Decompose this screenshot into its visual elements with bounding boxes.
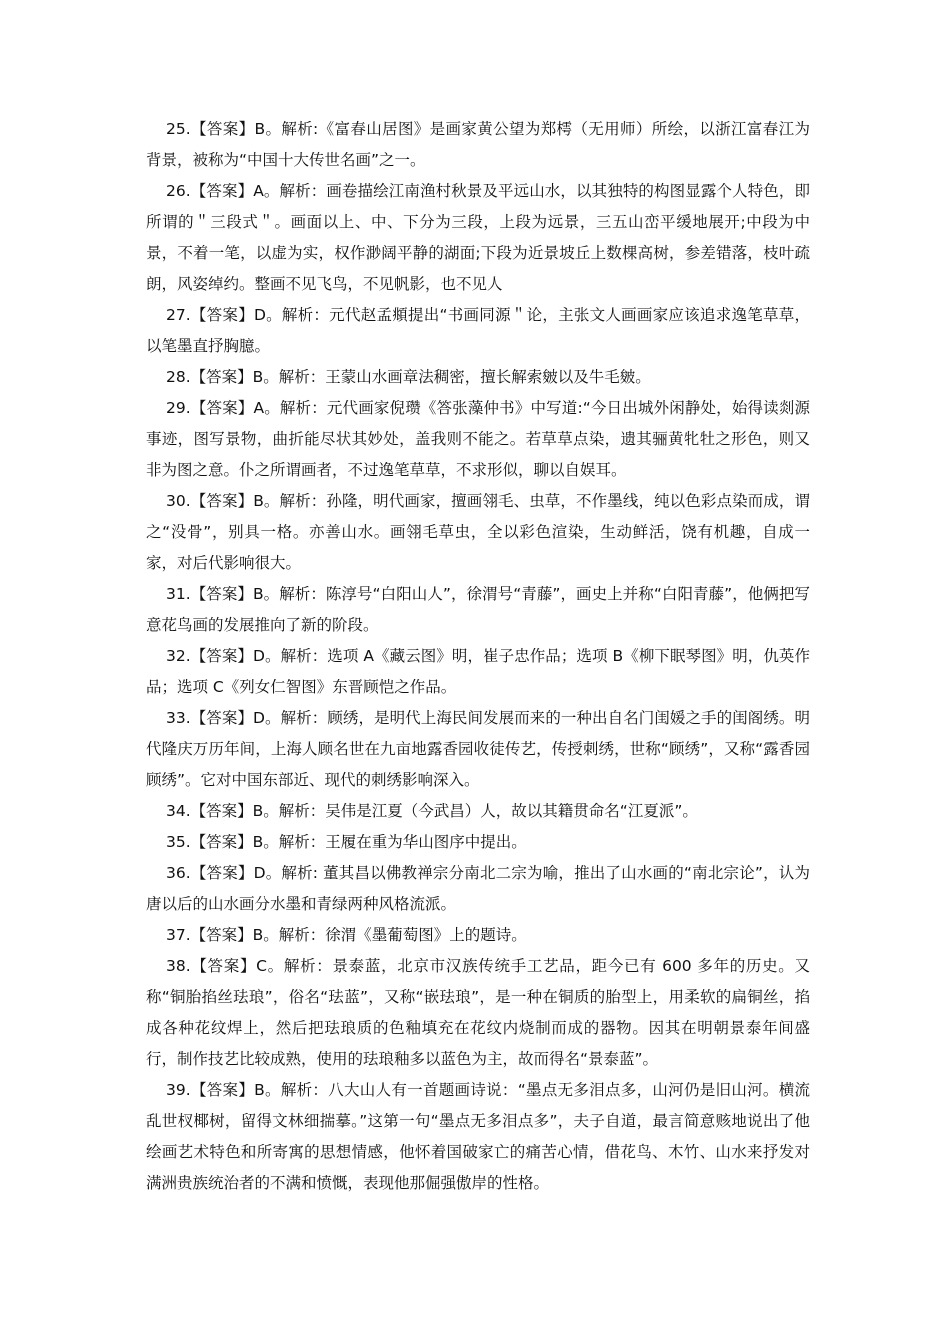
answer-entry-38 [146,951,810,1075]
answer-text: B。解析：徐渭《墨葡萄图》上的题诗。 [252,926,527,944]
answer-tag: 【答案】 [190,833,253,851]
answer-text: B。解析:《富春山居图》是画家黄公望为郑樗（无用师）所绘，以浙江富春江为背景，被称为“中国十大传世名画”之一。 [146,120,810,169]
answer-tag: 【答案】 [190,647,253,665]
answer-number: 39. [166,1081,191,1099]
answer-text: B。解析：吴伟是江夏（今武昌）人，故以其籍贯命名“江夏派”。 [252,802,698,820]
answer-number: 35. [166,833,191,851]
answer-entry-30 [146,486,810,579]
answer-entry-37 [146,920,810,951]
answer-number: 34. [166,802,191,820]
answer-entry-34 [146,796,810,827]
answer-tag: 【答案】 [190,368,253,386]
answer-list [146,114,810,1199]
answer-entry-26 [146,176,810,300]
answer-tag: 【答案】 [190,1081,255,1099]
answer-tag: 【答案】 [190,399,254,417]
answer-text: C。解析：景泰蓝，北京市汉族传统手工艺品，距今已有 600 多年的历史。又称“铜胎掐丝珐琅”，俗名“珐蓝”，又称“嵌珐琅”，是一种在铜质的胎型上，用柔软的扁铜丝，掐成各种花纹焊上，然后把珐琅质的色釉填充在花纹内烧制而成的器物。因其在明朝景泰年间盛行，制作技艺比较成熟，使用的珐琅釉多以蓝色为主，故而得名“景泰蓝”。 [146,957,810,1068]
answer-entry-25 [146,114,810,176]
answer-tag: 【答案】 [190,492,254,510]
answer-number: 36. [166,864,191,882]
answer-text: D。解析：元代赵孟頫提出“书画同源＂论，主张文人画画家应该追求逸笔草草，以笔墨直抒胸臆。 [146,306,810,355]
answer-tag: 【答案】 [190,926,253,944]
answer-tag: 【答案】 [190,709,254,727]
answer-text: D。解析：顾绣，是明代上海民间发展而来的一种出自名门闺媛之手的闺阁绣。明代隆庆万历年间，上海人顾名世在九亩地露香园收徒传艺，传授刺绣，世称“顾绣”，又称“露香园顾绣”。它对中国东部近、现代的刺绣影响深入。 [146,709,810,789]
answer-entry-32 [146,641,810,703]
answer-tag: 【答案】 [190,802,253,820]
answer-text: D。解析：选项 A《藏云图》明，崔子忠作品；选项 B《柳下眠琴图》明，仇英作品；选项 C《列女仁智图》东晋顾恺之作品。 [146,647,810,696]
answer-tag: 【答案】 [190,957,257,975]
answer-number: 38. [166,957,191,975]
answer-tag: 【答案】 [190,864,254,882]
answer-text: B。解析：陈淳号“白阳山人”，徐渭号“青藤”，画史上并称“白阳青藤”，他俩把写意花鸟画的发展推向了新的阶段。 [146,585,810,634]
answer-text: B。解析：孙隆，明代画家，擅画翎毛、虫草，不作墨线，纯以色彩点染而成，谓之“没骨”，别具一格。亦善山水。画翎毛草虫，全以彩色渲染，生动鲜活，饶有机趣，自成一家，对后代影响很大。 [146,492,810,572]
answer-tag: 【答案】 [190,182,254,200]
answer-number: 27. [166,306,191,324]
answer-tag: 【答案】 [190,585,253,603]
answer-number: 33. [166,709,191,727]
answer-entry-39 [146,1075,810,1199]
answer-number: 30. [166,492,191,510]
answer-tag: 【答案】 [190,120,255,138]
answer-entry-31 [146,579,810,641]
answer-text: D。解析: 董其昌以佛教禅宗分南北二宗为喻，推出了山水画的“南北宗论”，认为唐以后的山水画分水墨和青绿两种风格流派。 [146,864,810,913]
answer-number: 25. [166,120,191,138]
answer-tag: 【答案】 [190,306,254,324]
answer-entry-28 [146,362,810,393]
answer-number: 31. [166,585,191,603]
answer-number: 37. [166,926,191,944]
answer-number: 29. [166,399,191,417]
answer-entry-36 [146,858,810,920]
answer-text: B。解析：王蒙山水画章法稠密，擅长解索皴以及牛毛皴。 [252,368,651,386]
answer-text: A。解析：元代画家倪瓒《答张藻仲书》中写道:“今日出城外闲静处，始得读剡源事迹，图写景物，曲折能尽状其妙处，盖我则不能之。若草草点染，遗其骊黄牝牡之形色，则又非为图之意。仆之所谓画者，不过逸笔草草，不求形似，聊以自娱耳。 [146,399,810,479]
answer-text: B。解析：王履在重为华山图序中提出。 [252,833,527,851]
answer-entry-33 [146,703,810,796]
answer-text: A。解析：画卷描绘江南渔村秋景及平远山水，以其独特的构图显露个人特色，即所谓的＂三段式＂。画面以上、中、下分为三段，上段为远景，三五山峦平缓地展开;中段为中景，不着一笔，以虚为实，权作渺阔平静的湖面;下段为近景坡丘上数棵高树，参差错落，枝叶疏朗，风姿绰约。整画不见飞鸟，不见帆影，也不见人 [146,182,810,293]
answer-text: B。解析：八大山人有一首题画诗说：“墨点无多泪点多，山河仍是旧山河。横流乱世杈椰树，留得文林细揣摹。”这第一句“墨点无多泪点多”，夫子自道，最言简意赅地说出了他绘画艺术特色和所寄寓的思想情感，他怀着国破家亡的痛苦心情，借花鸟、木竹、山水来抒发对满洲贵族统治者的不满和愤慨，表现他那倔强傲岸的性格。 [146,1081,810,1192]
answer-entry-35 [146,827,810,858]
answer-entry-29 [146,393,810,486]
answer-entry-27 [146,300,810,362]
answer-number: 26. [166,182,191,200]
answer-number: 28. [166,368,191,386]
answer-number: 32. [166,647,191,665]
